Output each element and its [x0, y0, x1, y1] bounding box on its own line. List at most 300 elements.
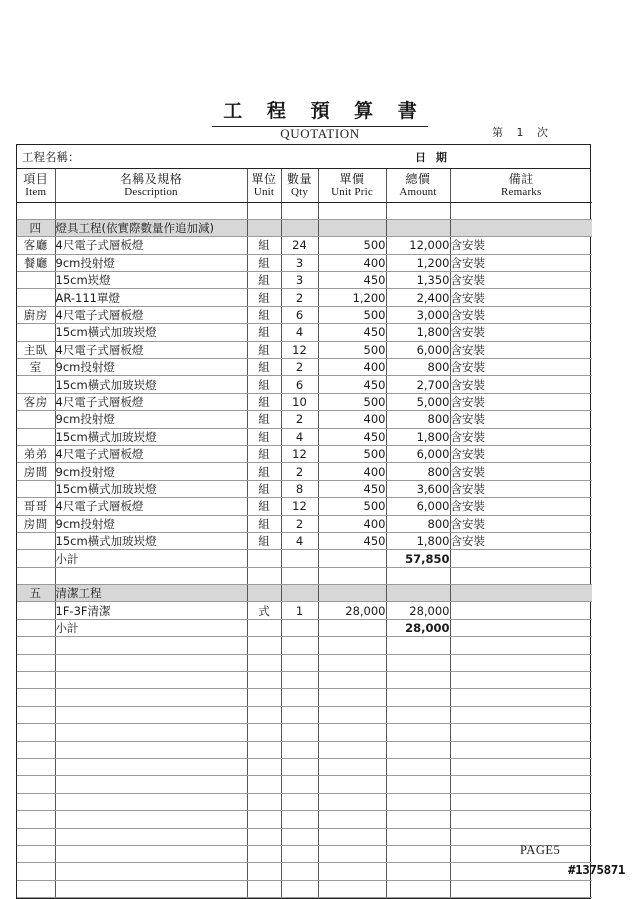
cell-item — [17, 376, 55, 393]
cell-unit-price: 500 — [318, 237, 386, 254]
cell-unit-price: 400 — [318, 411, 386, 428]
cell-remarks — [450, 654, 592, 671]
cell-item — [17, 480, 55, 497]
cell-unit — [247, 759, 281, 776]
cell-remarks: 含安裝 — [450, 254, 592, 271]
empty-row — [17, 845, 592, 862]
cell-item — [17, 828, 55, 845]
cell-remarks: 含安裝 — [450, 237, 592, 254]
cell-qty — [281, 567, 318, 584]
table-row — [17, 515, 592, 532]
cell-amount — [386, 811, 450, 828]
cell-description: 4尺電子式層板燈 — [55, 445, 247, 462]
page-subtitle: QUOTATION — [280, 126, 360, 141]
table-row — [17, 602, 592, 619]
cell-amount: 6,000 — [386, 341, 450, 358]
cell-unit — [247, 793, 281, 810]
cell-unit-price — [318, 759, 386, 776]
cell-amount: 57,850 — [386, 550, 450, 567]
cell-amount: 28,000 — [386, 602, 450, 619]
cell-remarks: 含安裝 — [450, 445, 592, 462]
cell-unit-price — [318, 689, 386, 706]
project-name-label: 工程名稱： — [22, 149, 80, 164]
cell-unit — [247, 811, 281, 828]
cell-description — [55, 845, 247, 862]
cell-description: 15cm橫式加玻崁燈 — [55, 324, 247, 341]
cell-amount — [386, 672, 450, 689]
cell-item — [17, 567, 55, 584]
cell-qty: 4 — [281, 532, 318, 549]
cell-unit-price: 450 — [318, 428, 386, 445]
cell-amount — [386, 759, 450, 776]
table-row — [17, 498, 592, 515]
cell-qty: 8 — [281, 480, 318, 497]
cell-unit: 組 — [247, 237, 281, 254]
cell-amount — [386, 845, 450, 862]
cell-qty: 12 — [281, 498, 318, 515]
cell-item: 四 — [17, 219, 55, 236]
cell-description: 燈具工程(依實際數量作追加減) — [55, 219, 247, 236]
cell-description: 4尺電子式層板燈 — [55, 393, 247, 410]
cell-item: 弟弟 — [17, 445, 55, 462]
cell-remarks: 含安裝 — [450, 515, 592, 532]
empty-row — [17, 776, 592, 793]
cell-unit-price — [318, 672, 386, 689]
cell-qty — [281, 828, 318, 845]
section-header-row — [17, 585, 592, 602]
cell-qty: 4 — [281, 428, 318, 445]
cell-remarks: 含安裝 — [450, 411, 592, 428]
column-header-unit — [247, 169, 281, 202]
column-header-amount — [386, 169, 450, 202]
cell-unit-price: 400 — [318, 254, 386, 271]
subtotal-row — [17, 619, 592, 636]
cell-remarks — [450, 880, 592, 897]
cell-description: 1F-3F清潔 — [55, 602, 247, 619]
cell-unit: 組 — [247, 272, 281, 289]
cell-item: 五 — [17, 585, 55, 602]
table-header — [17, 169, 592, 202]
revision-number: 第 1 次 — [492, 126, 553, 139]
cell-qty: 3 — [281, 254, 318, 271]
cell-unit: 組 — [247, 480, 281, 497]
cell-unit: 組 — [247, 289, 281, 306]
page-title: 工 程 預 算 書 — [212, 100, 427, 127]
table-header-row — [17, 169, 592, 202]
cell-amount: 12,000 — [386, 237, 450, 254]
cell-unit-price: 450 — [318, 480, 386, 497]
cell-unit — [247, 202, 281, 219]
cell-remarks — [450, 202, 592, 219]
cell-description: 15cm橫式加玻崁燈 — [55, 428, 247, 445]
cell-qty — [281, 550, 318, 567]
cell-unit — [247, 845, 281, 862]
cell-unit-price: 500 — [318, 393, 386, 410]
table-row — [17, 237, 592, 254]
cell-amount — [386, 654, 450, 671]
cell-description — [55, 811, 247, 828]
table-row — [17, 254, 592, 271]
table-row — [17, 532, 592, 549]
cell-amount: 6,000 — [386, 445, 450, 462]
cell-unit-price — [318, 880, 386, 897]
cell-amount — [386, 793, 450, 810]
cell-unit — [247, 880, 281, 897]
cell-amount — [386, 567, 450, 584]
table-row — [17, 272, 592, 289]
empty-row — [17, 672, 592, 689]
cell-unit-price — [318, 619, 386, 636]
cell-item: 房間 — [17, 463, 55, 480]
cell-amount — [386, 863, 450, 880]
table-body — [17, 202, 592, 898]
column-header-qty-cn: 數量 — [286, 171, 312, 186]
cell-description: 15cm橫式加玻崁燈 — [55, 376, 247, 393]
cell-description: 9cm投射燈 — [55, 411, 247, 428]
cell-remarks — [450, 706, 592, 723]
column-header-qty — [281, 169, 318, 202]
cell-remarks — [450, 637, 592, 654]
column-header-item — [17, 169, 55, 202]
cell-remarks: 含安裝 — [450, 498, 592, 515]
cell-remarks — [450, 602, 592, 619]
cell-description: 9cm投射燈 — [55, 254, 247, 271]
cell-unit: 組 — [247, 306, 281, 323]
cell-unit-price — [318, 219, 386, 236]
table-row — [17, 463, 592, 480]
cell-unit — [247, 585, 281, 602]
cell-amount: 5,000 — [386, 393, 450, 410]
cell-unit — [247, 672, 281, 689]
cell-description: 15cm橫式加玻崁燈 — [55, 532, 247, 549]
cell-qty: 12 — [281, 445, 318, 462]
column-header-item-en: Item — [25, 185, 47, 198]
cell-description — [55, 776, 247, 793]
column-header-unit-price-en: Unit Pric — [331, 185, 373, 198]
cell-amount: 800 — [386, 463, 450, 480]
cell-qty: 2 — [281, 411, 318, 428]
cell-qty — [281, 637, 318, 654]
cell-qty: 4 — [281, 324, 318, 341]
cell-amount — [386, 776, 450, 793]
quotation-table — [17, 169, 592, 898]
cell-unit-price — [318, 811, 386, 828]
cell-item — [17, 619, 55, 636]
cell-description — [55, 689, 247, 706]
cell-item — [17, 724, 55, 741]
cell-unit — [247, 619, 281, 636]
cell-description — [55, 863, 247, 880]
project-info-strip — [17, 145, 590, 169]
cell-item — [17, 324, 55, 341]
cell-item — [17, 532, 55, 549]
cell-amount: 1,800 — [386, 324, 450, 341]
cell-description: 小計 — [55, 550, 247, 567]
cell-remarks — [450, 776, 592, 793]
cell-remarks — [450, 724, 592, 741]
cell-qty — [281, 219, 318, 236]
cell-unit-price: 500 — [318, 445, 386, 462]
column-header-qty-en: Qty — [290, 185, 309, 198]
table-row — [17, 428, 592, 445]
cell-item: 主臥 — [17, 341, 55, 358]
cell-amount: 800 — [386, 411, 450, 428]
cell-item: 房間 — [17, 515, 55, 532]
cell-unit: 組 — [247, 254, 281, 271]
cell-unit-price: 400 — [318, 359, 386, 376]
cell-description — [55, 637, 247, 654]
cell-unit-price — [318, 637, 386, 654]
cell-remarks: 含安裝 — [450, 463, 592, 480]
cell-unit — [247, 776, 281, 793]
cell-description: 4尺電子式層板燈 — [55, 498, 247, 515]
column-header-description-en: Description — [124, 185, 178, 198]
cell-description — [55, 828, 247, 845]
cell-unit: 組 — [247, 515, 281, 532]
cell-unit — [247, 637, 281, 654]
cell-amount: 6,000 — [386, 498, 450, 515]
empty-row — [17, 811, 592, 828]
empty-row — [17, 724, 592, 741]
cell-unit-price — [318, 585, 386, 602]
cell-amount: 1,350 — [386, 272, 450, 289]
cell-remarks — [450, 811, 592, 828]
cell-unit-price: 28,000 — [318, 602, 386, 619]
cell-amount: 3,600 — [386, 480, 450, 497]
column-header-remarks — [450, 169, 592, 202]
subtotal-row — [17, 550, 592, 567]
cell-remarks — [450, 759, 592, 776]
cell-unit — [247, 689, 281, 706]
cell-unit-price: 500 — [318, 498, 386, 515]
cell-unit-price — [318, 845, 386, 862]
cell-item — [17, 272, 55, 289]
table-row — [17, 411, 592, 428]
cell-qty — [281, 672, 318, 689]
cell-item — [17, 654, 55, 671]
cell-qty — [281, 202, 318, 219]
cell-unit — [247, 567, 281, 584]
cell-remarks — [450, 550, 592, 567]
cell-amount: 2,700 — [386, 376, 450, 393]
cell-description — [55, 759, 247, 776]
cell-unit-price — [318, 567, 386, 584]
cell-item — [17, 602, 55, 619]
cell-qty: 6 — [281, 306, 318, 323]
column-header-unit-en: Unit — [253, 185, 275, 198]
table-row — [17, 393, 592, 410]
cell-remarks: 含安裝 — [450, 272, 592, 289]
cell-unit-price: 400 — [318, 463, 386, 480]
cell-unit — [247, 741, 281, 758]
cell-item — [17, 637, 55, 654]
cell-qty — [281, 811, 318, 828]
cell-unit: 組 — [247, 341, 281, 358]
cell-description: 4尺電子式層板燈 — [55, 306, 247, 323]
cell-unit-price: 500 — [318, 341, 386, 358]
cell-remarks — [450, 585, 592, 602]
column-header-unit-price — [318, 169, 386, 202]
cell-amount: 800 — [386, 359, 450, 376]
cell-item — [17, 793, 55, 810]
cell-qty — [281, 585, 318, 602]
empty-row — [17, 637, 592, 654]
empty-row — [17, 880, 592, 897]
cell-unit — [247, 706, 281, 723]
cell-amount — [386, 706, 450, 723]
cell-amount: 1,800 — [386, 532, 450, 549]
cell-unit: 組 — [247, 376, 281, 393]
cell-amount — [386, 585, 450, 602]
cell-qty: 3 — [281, 272, 318, 289]
cell-qty — [281, 793, 318, 810]
empty-row — [17, 793, 592, 810]
cell-qty — [281, 741, 318, 758]
cell-remarks — [450, 741, 592, 758]
cell-item: 餐廳 — [17, 254, 55, 271]
cell-qty — [281, 724, 318, 741]
cell-remarks — [450, 567, 592, 584]
cell-description: 15cm崁燈 — [55, 272, 247, 289]
cell-item — [17, 411, 55, 428]
cell-unit-price: 400 — [318, 515, 386, 532]
cell-description — [55, 741, 247, 758]
cell-description: 15cm橫式加玻崁燈 — [55, 480, 247, 497]
cell-description: 小計 — [55, 619, 247, 636]
cell-amount: 1,800 — [386, 428, 450, 445]
cell-unit: 組 — [247, 498, 281, 515]
cell-description: 4尺電子式層板燈 — [55, 341, 247, 358]
cell-amount: 1,200 — [386, 254, 450, 271]
cell-remarks: 含安裝 — [450, 376, 592, 393]
cell-amount — [386, 880, 450, 897]
cell-unit-price: 450 — [318, 324, 386, 341]
cell-item — [17, 776, 55, 793]
cell-qty — [281, 619, 318, 636]
cell-remarks — [450, 793, 592, 810]
column-header-remarks-cn: 備註 — [508, 171, 534, 186]
cell-description: 9cm投射燈 — [55, 359, 247, 376]
cell-unit: 組 — [247, 463, 281, 480]
cell-unit — [247, 550, 281, 567]
column-header-item-cn: 項目 — [23, 171, 49, 186]
cell-qty: 2 — [281, 515, 318, 532]
cell-remarks: 含安裝 — [450, 359, 592, 376]
cell-amount — [386, 202, 450, 219]
table-row — [17, 480, 592, 497]
empty-row — [17, 863, 592, 880]
cell-amount — [386, 689, 450, 706]
cell-qty: 12 — [281, 341, 318, 358]
cell-amount: 2,400 — [386, 289, 450, 306]
cell-item: 客房 — [17, 393, 55, 410]
cell-description — [55, 880, 247, 897]
cell-item: 客廳 — [17, 237, 55, 254]
table-row — [17, 376, 592, 393]
cell-unit: 組 — [247, 411, 281, 428]
cell-qty: 24 — [281, 237, 318, 254]
cell-qty — [281, 689, 318, 706]
empty-row — [17, 706, 592, 723]
column-header-amount-cn: 總價 — [405, 171, 431, 186]
cell-amount — [386, 741, 450, 758]
cell-unit-price — [318, 793, 386, 810]
cell-description — [55, 567, 247, 584]
empty-row — [17, 828, 592, 845]
cell-qty: 2 — [281, 463, 318, 480]
cell-remarks — [450, 672, 592, 689]
section-header-row — [17, 219, 592, 236]
cell-qty — [281, 706, 318, 723]
cell-amount: 28,000 — [386, 619, 450, 636]
cell-qty: 2 — [281, 289, 318, 306]
table-row — [17, 359, 592, 376]
cell-amount — [386, 724, 450, 741]
cell-description: 9cm投射燈 — [55, 463, 247, 480]
cell-item — [17, 689, 55, 706]
table-row — [17, 289, 592, 306]
empty-row — [17, 689, 592, 706]
cell-unit-price — [318, 741, 386, 758]
cell-item — [17, 672, 55, 689]
cell-description — [55, 793, 247, 810]
cell-description: 4尺電子式層板燈 — [55, 237, 247, 254]
cell-remarks — [450, 689, 592, 706]
cell-remarks: 含安裝 — [450, 532, 592, 549]
empty-row — [17, 202, 592, 219]
cell-unit — [247, 724, 281, 741]
cell-remarks: 含安裝 — [450, 324, 592, 341]
cell-item — [17, 845, 55, 862]
cell-amount: 800 — [386, 515, 450, 532]
cell-description — [55, 202, 247, 219]
cell-unit-price: 450 — [318, 272, 386, 289]
cell-description: AR-111單燈 — [55, 289, 247, 306]
column-header-description — [55, 169, 247, 202]
empty-row — [17, 759, 592, 776]
cell-unit: 式 — [247, 602, 281, 619]
cell-unit-price: 450 — [318, 532, 386, 549]
page-number: PAGE5 — [520, 843, 561, 857]
cell-unit-price — [318, 706, 386, 723]
cell-unit-price — [318, 776, 386, 793]
cell-remarks: 含安裝 — [450, 428, 592, 445]
cell-unit — [247, 654, 281, 671]
cell-qty — [281, 863, 318, 880]
cell-unit: 組 — [247, 359, 281, 376]
cell-description: 9cm投射燈 — [55, 515, 247, 532]
cell-item — [17, 811, 55, 828]
cell-item — [17, 202, 55, 219]
scan-watermark: #1375871 — [568, 862, 626, 877]
cell-item — [17, 863, 55, 880]
empty-row — [17, 567, 592, 584]
table-row — [17, 306, 592, 323]
column-header-amount-en: Amount — [399, 185, 437, 198]
cell-remarks: 含安裝 — [450, 341, 592, 358]
empty-row — [17, 741, 592, 758]
cell-qty: 6 — [281, 376, 318, 393]
cell-qty — [281, 776, 318, 793]
cell-unit: 組 — [247, 445, 281, 462]
cell-qty — [281, 880, 318, 897]
cell-description — [55, 672, 247, 689]
date-label: 日 期 — [414, 150, 450, 164]
cell-description — [55, 654, 247, 671]
cell-unit-price — [318, 654, 386, 671]
cell-unit-price: 450 — [318, 376, 386, 393]
cell-qty: 10 — [281, 393, 318, 410]
